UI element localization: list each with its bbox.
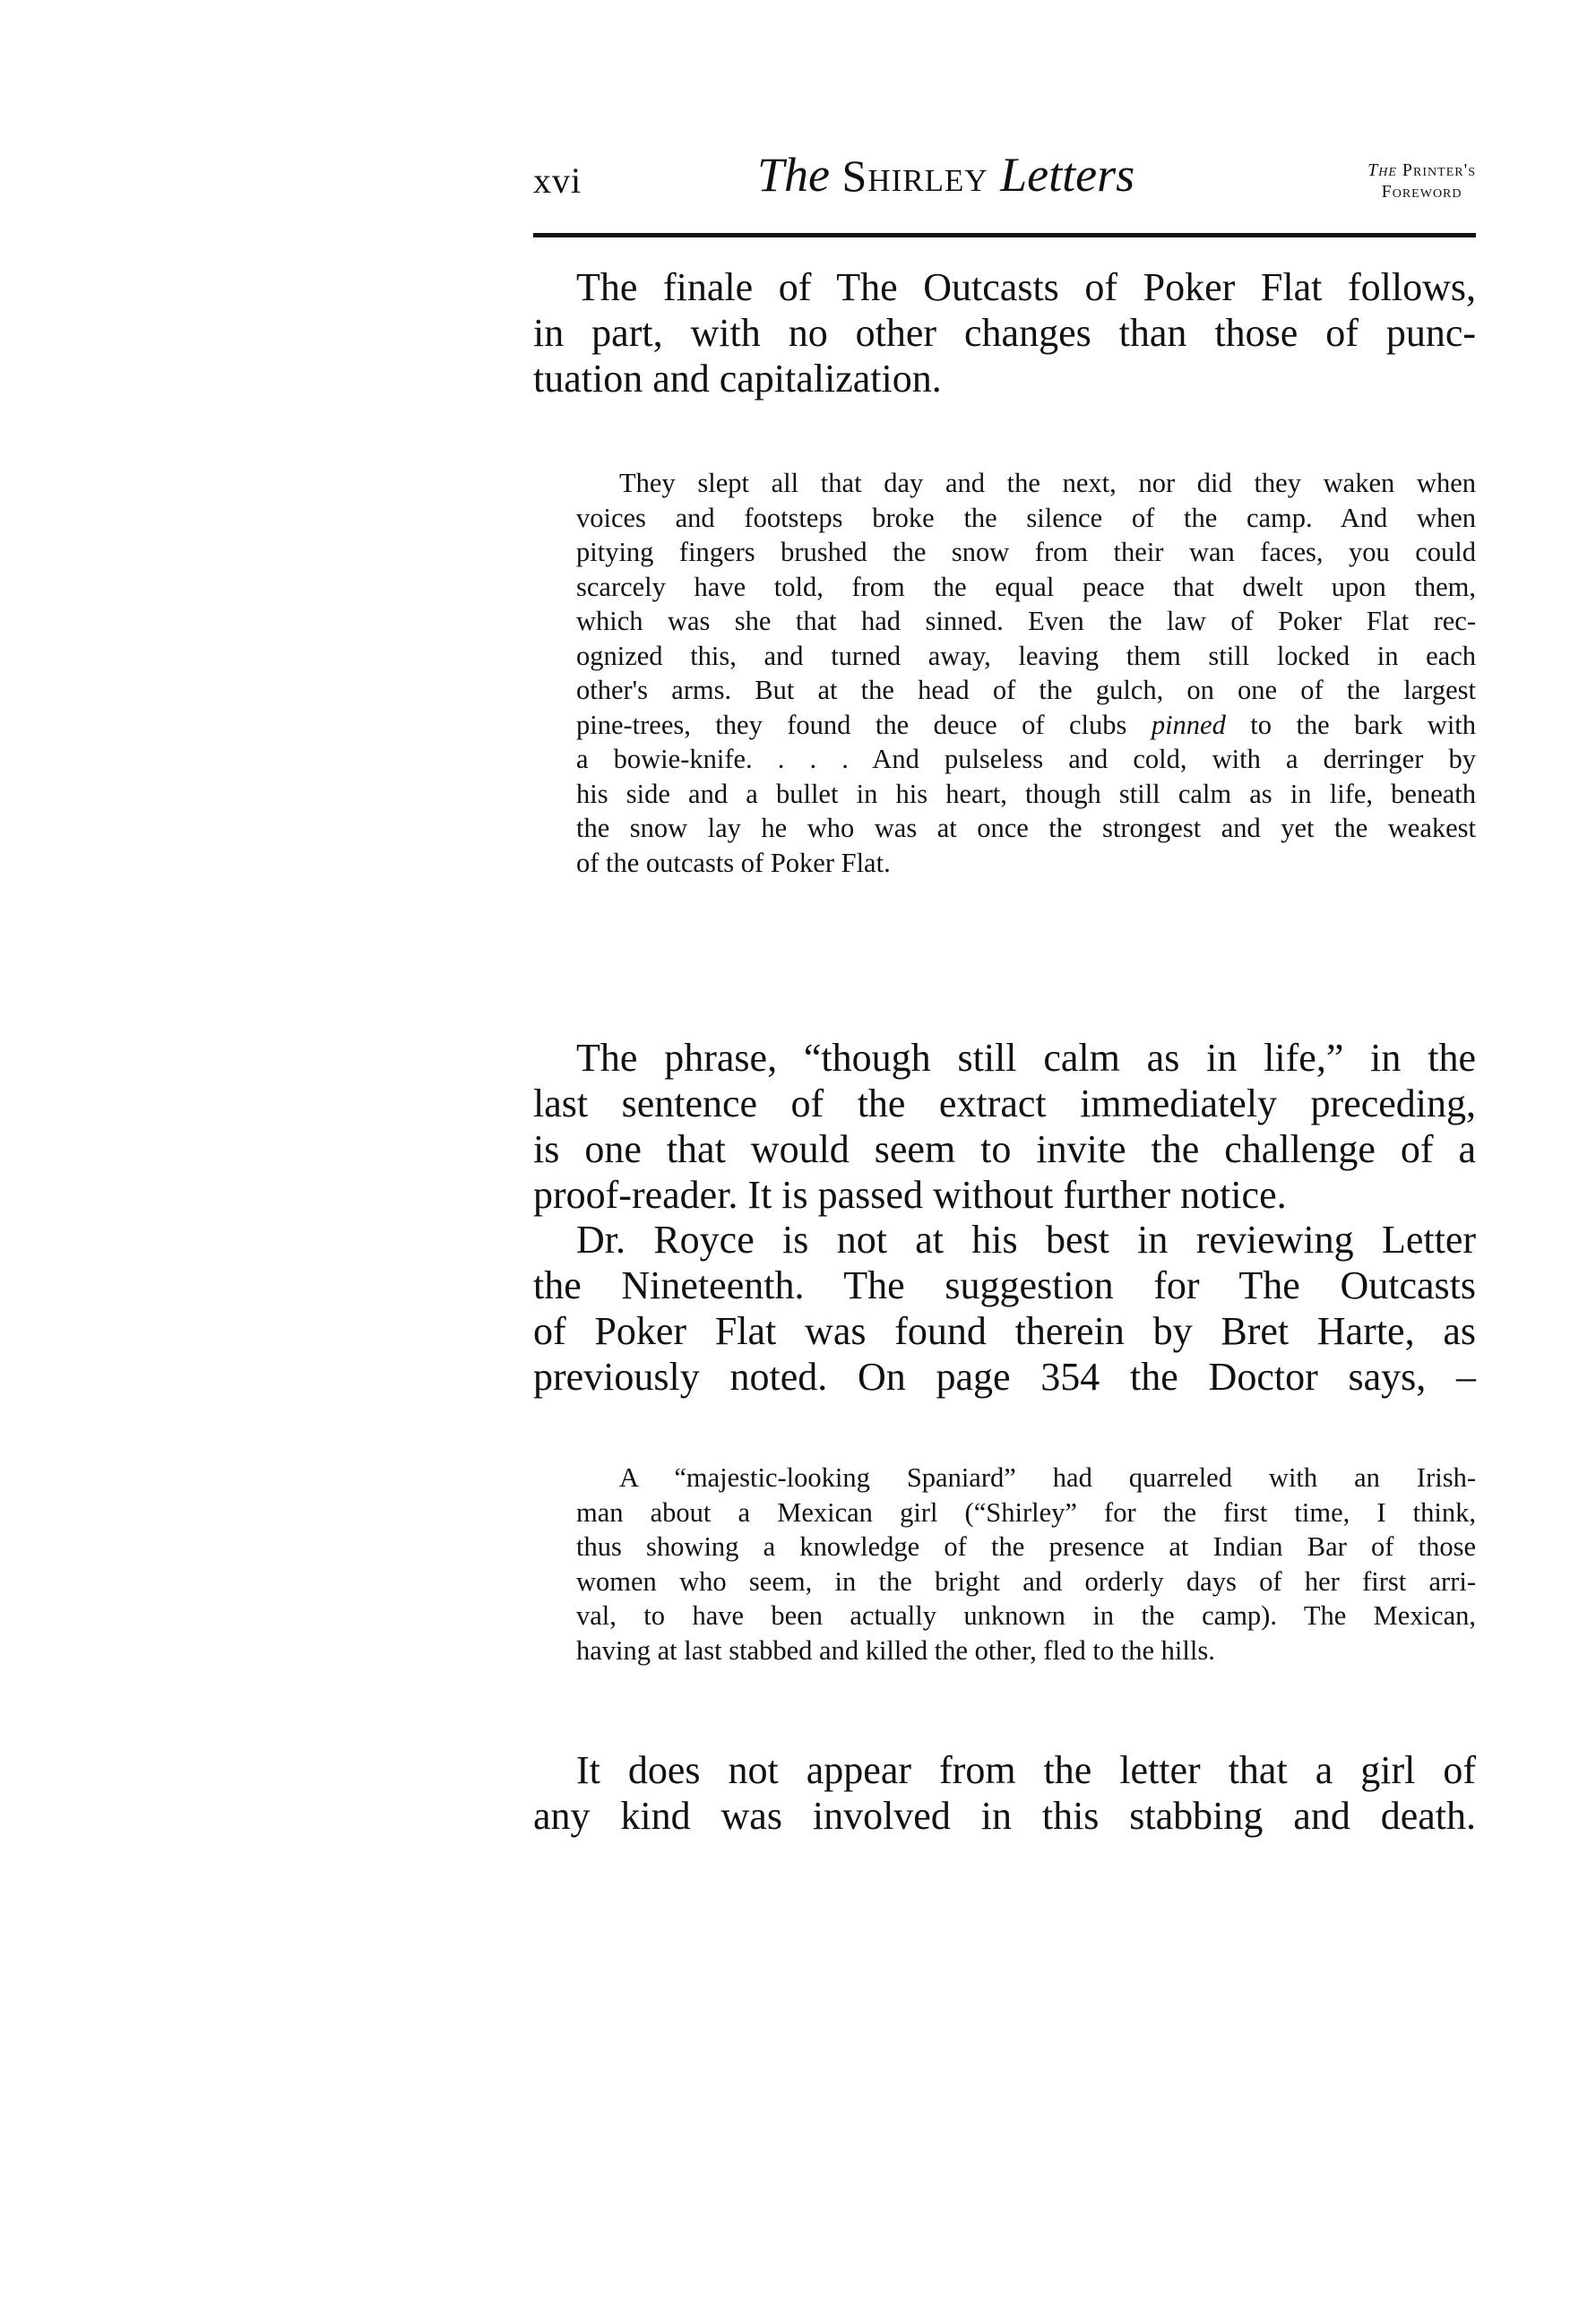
text-line: having at last stabbed and killed the other, fled to the hills. <box>576 1634 1215 1666</box>
italic-word: pinned <box>1151 709 1226 740</box>
extract-outcasts-quote <box>533 466 1476 880</box>
text-line: women who seem, in the bright and orderly days of her first arri- <box>576 1565 1476 1597</box>
extract-royce-quote <box>533 1461 1476 1668</box>
text-line: The phrase, “though still calm as in life,” in the <box>576 1036 1476 1080</box>
header-rule <box>533 233 1476 237</box>
text-line: the Nineteenth. The suggestion for The Outcasts <box>533 1263 1476 1307</box>
book-title <box>757 147 1134 203</box>
text-line: Dr. Royce is not at his best in reviewing Letter <box>576 1218 1476 1262</box>
text-line: the snow lay he who was at once the strongest and yet the weakest <box>576 813 1476 843</box>
paragraph-phrase-comment <box>533 1035 1476 1218</box>
section-title-prefix: The <box>1367 160 1397 180</box>
text-line: voices and footsteps broke the silence of the camp. And when <box>576 502 1476 533</box>
section-title <box>1367 159 1476 203</box>
text-line: The finale of The Outcasts of Poker Flat follows, <box>576 265 1476 309</box>
text-line: other's arms. But at the head of the gulch, on one of the largest <box>576 675 1476 705</box>
text-fragment: to the bark with <box>1250 709 1477 740</box>
text-line: which was she that had sinned. Even the law of Poker Flat rec- <box>576 606 1476 636</box>
text-line: a bowie-knife. . . . And pulseless and cold, with a derringer by <box>576 744 1476 774</box>
paragraph-conclusion <box>533 1747 1476 1839</box>
text-fragment: pine-trees, they found the deuce of clubs <box>576 709 1127 740</box>
section-title-line1: Printer's <box>1402 160 1476 180</box>
text-line: previously noted. On page 354 the Doctor says, – <box>533 1355 1476 1399</box>
text-line: is one that would seem to invite the challenge of a <box>533 1127 1476 1171</box>
text-line: val, to have been actually unknown in the camp). The Mexican, <box>576 1600 1476 1631</box>
book-title-prefix: The <box>757 148 830 202</box>
text-line: They slept all that day and the next, nor did they waken when <box>619 468 1476 498</box>
book-page <box>533 134 1477 1838</box>
text-line: last sentence of the extract immediately preceding, <box>533 1082 1476 1125</box>
paragraph-royce-review <box>533 1217 1476 1400</box>
text-line: in part, with no other changes than those of punc- <box>533 311 1476 355</box>
page-number: xvi <box>533 160 582 201</box>
book-title-suffix: Letters <box>1000 148 1135 202</box>
book-title-main: Shirley <box>841 151 988 201</box>
text-line: It does not appear from the letter that a girl of <box>576 1748 1476 1792</box>
section-title-line2: Foreword <box>1381 182 1462 202</box>
text-line: scarcely have told, from the equal peace that dwelt upon them, <box>576 571 1476 602</box>
paragraph-outcasts-finale <box>533 264 1476 401</box>
text-line: any kind was involved in this stabbing and death. <box>533 1794 1476 1838</box>
text-line: pitying fingers brushed the snow from their wan faces, you could <box>576 537 1476 567</box>
running-head <box>533 134 1476 220</box>
text-line: A “majestic-looking Spaniard” had quarreled with an Irish- <box>619 1462 1476 1493</box>
text-line-with-italic <box>533 708 1476 743</box>
text-line: his side and a bullet in his heart, though still calm as in life, beneath <box>576 778 1476 809</box>
text-line: man about a Mexican girl (“Shirley” for the first time, I think, <box>576 1496 1476 1528</box>
text-line: proof-reader. It is passed without further notice. <box>533 1173 1287 1217</box>
text-line: tuation and capitalization. <box>533 357 942 401</box>
text-line: of Poker Flat was found therein by Bret Harte, as <box>533 1309 1476 1353</box>
text-line: of the outcasts of Poker Flat. <box>576 847 891 878</box>
text-line: ognized this, and turned away, leaving them still locked in each <box>576 640 1476 671</box>
text-line: thus showing a knowledge of the presence at Indian Bar of those <box>576 1531 1476 1562</box>
